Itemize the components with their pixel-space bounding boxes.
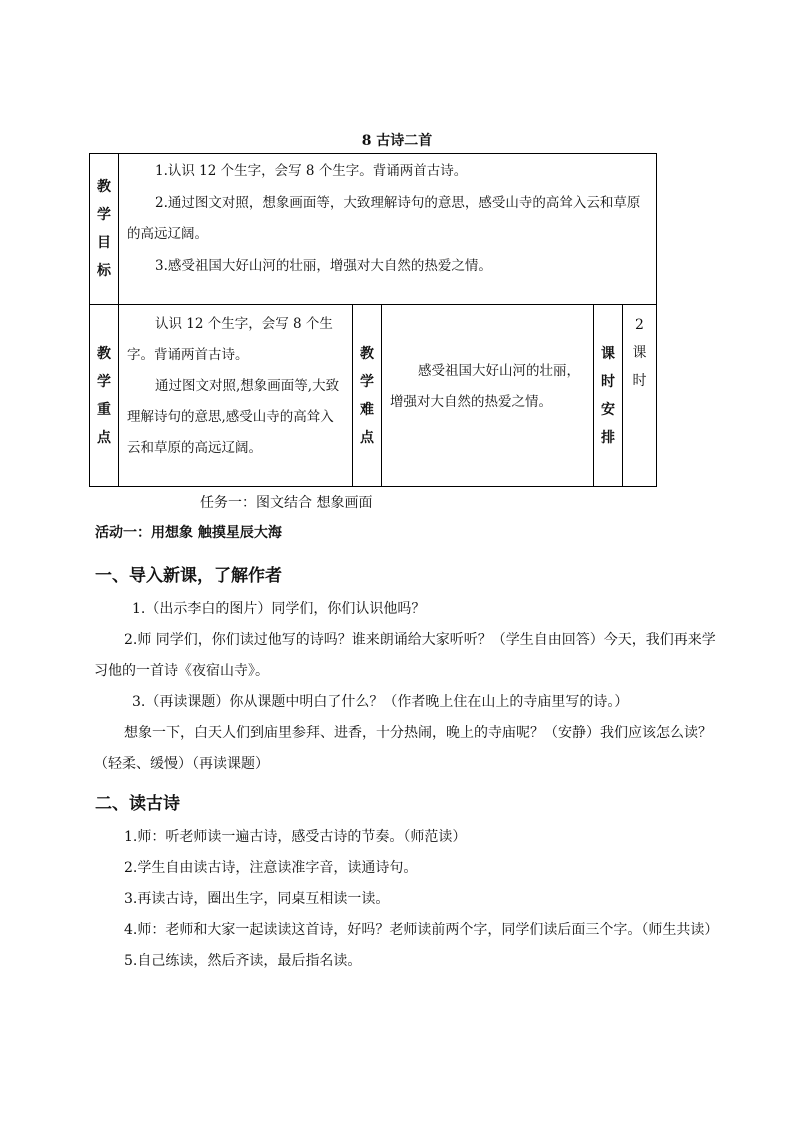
goals-cell	[119, 154, 657, 305]
paragraph: 想象一下，白天人们到庙里参拜、进香，十分热闹，晚上的寺庙呢？（安静）我们应该怎么读？（轻柔、缓慢）（再读课题）	[94, 725, 712, 772]
paragraph: 1.（出示李白的图片）同学们，你们认识他吗？	[132, 601, 426, 617]
lesson-plan-table	[89, 153, 657, 487]
section-2-body	[102, 822, 722, 977]
key-points-cell	[119, 305, 353, 487]
paragraph: 3.（再读课题）你从课题中明白了什么？（作者晚上住在山上的寺庙里写的诗。）	[132, 694, 629, 710]
paragraph: 2.学生自由读古诗，注意读准字音，读通诗句。	[124, 860, 418, 876]
paragraph: 1.师：听老师读一遍古诗，感受古诗的节奏。（师范读）	[124, 829, 467, 845]
task-line: 任务一：图文结合 想象画面	[200, 495, 373, 511]
key-points-header: 教 学 重 点	[90, 305, 119, 487]
schedule-value: 2 课 时	[623, 305, 657, 487]
paragraph: 5.自己练读，然后齐读，最后指名读。	[124, 953, 362, 969]
document-title: 8 古诗二首	[361, 133, 433, 149]
schedule-header: 课 时 安 排	[594, 305, 623, 487]
goal-item: 3.感受祖国大好山河的壮丽，增强对大自然的热爱之情。	[155, 257, 492, 274]
activity-heading: 活动一：用想象 触摸星辰大海	[95, 525, 282, 541]
key-point-item: 通过图文对照,想象画面等,大致理解诗句的意思,感受山寺的高耸入云和草原的高远辽阔。	[127, 378, 340, 456]
section-heading-2: 二、读古诗	[95, 794, 180, 814]
key-point-item: 认识 12 个生字，会写 8 个生字。背诵两首古诗。	[127, 316, 333, 363]
paragraph: 2.师 同学们，你们读过他写的诗吗？谁来朗诵给大家听听？（学生自由回答）今天，我们再来学习他的一首诗《夜宿山寺》。	[94, 632, 716, 679]
paragraph: 4.师：老师和大家一起读读这首诗，好吗？老师读前两个字，同学们读后面三个字。（师生共读）	[124, 922, 719, 938]
difficulty-cell	[382, 305, 594, 487]
section-1-body	[94, 594, 722, 780]
difficulty-text: 感受祖国大好山河的壮丽，增强对大自然的热爱之情。	[390, 362, 580, 410]
paragraph: 3.再读古诗，圈出生字，同桌互相读一读。	[124, 891, 390, 907]
difficulty-header: 教 学 难 点	[353, 305, 382, 487]
goals-header: 教 学 目 标	[90, 154, 119, 305]
goal-item: 2.通过图文对照，想象画面等，大致理解诗句的意思，感受山寺的高耸入云和草原的高远辽阔。	[127, 194, 641, 242]
section-heading-1: 一、导入新课，了解作者	[95, 566, 282, 586]
goal-item: 1.认识 12 个生字，会写 8 个生字。背诵两首古诗。	[155, 163, 468, 179]
